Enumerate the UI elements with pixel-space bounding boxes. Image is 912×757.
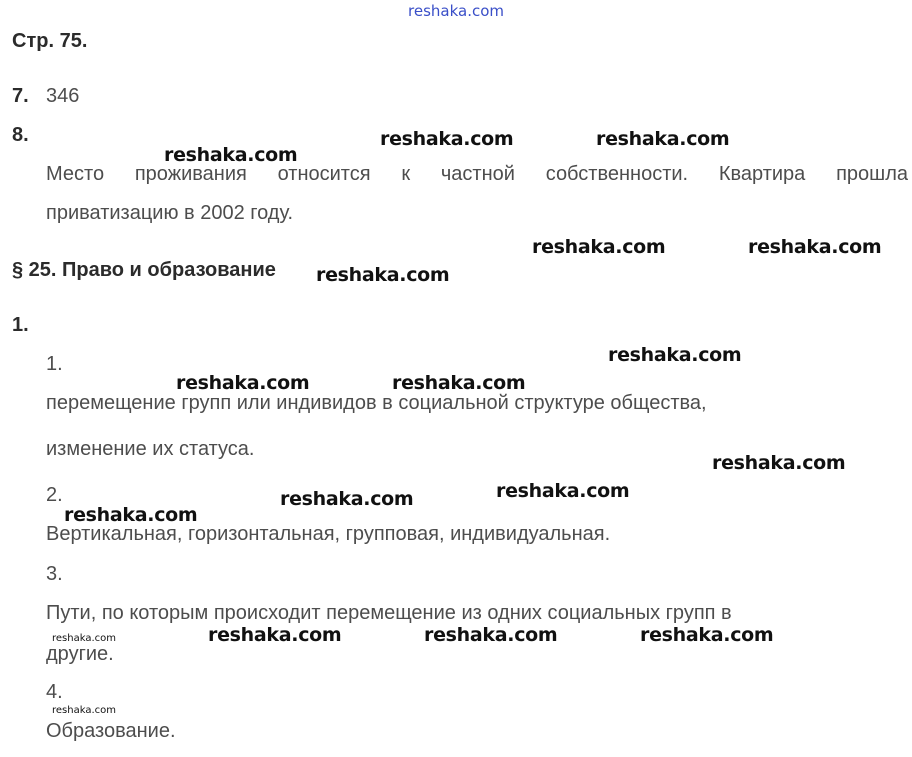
item-number-7: 7.: [12, 85, 29, 107]
watermark: reshaka.com: [640, 624, 774, 646]
subitem-number-1: 1.: [46, 353, 63, 375]
watermark: reshaka.com: [164, 144, 298, 166]
subitem-number-2: 2.: [46, 484, 63, 506]
watermark: reshaka.com: [280, 488, 414, 510]
watermark: reshaka.com: [392, 372, 526, 394]
subitem-3-line2: другие.: [46, 643, 114, 665]
subitem-3-line1: Пути, по которым происходит перемещение из одних социальных групп в: [46, 602, 732, 624]
subitem-number-3: 3.: [46, 563, 63, 585]
watermark-small: reshaka.com: [52, 633, 116, 644]
watermark: reshaka.com: [380, 128, 514, 150]
watermark: reshaka.com: [64, 504, 198, 526]
subitem-4-line1: Образование.: [46, 720, 176, 742]
watermark: reshaka.com: [532, 236, 666, 258]
watermark: reshaka.com: [316, 264, 450, 286]
item-answer-7: 346: [46, 85, 80, 107]
subitem-number-4: 4.: [46, 681, 63, 703]
watermark: reshaka.com: [208, 624, 342, 646]
item-answer-8-line1: Место проживания относится к частной собственности. Квартира прошла: [46, 163, 908, 185]
subitem-2-line1: Вертикальная, горизонтальная, групповая, индивидуальная.: [46, 523, 611, 545]
watermark: reshaka.com: [496, 480, 630, 502]
watermark: reshaka.com: [596, 128, 730, 150]
subitem-1-line2: изменение их статуса.: [46, 438, 255, 460]
watermark-small: reshaka.com: [52, 705, 116, 716]
item-answer-8-line2: приватизацию в 2002 году.: [46, 202, 294, 224]
page-label: Стр. 75.: [12, 30, 88, 52]
subitem-1-line1: перемещение групп или индивидов в социальной структуре общества,: [46, 392, 707, 414]
watermark: reshaka.com: [712, 452, 846, 474]
item-number-8: 8.: [12, 124, 29, 146]
watermark: reshaka.com: [748, 236, 882, 258]
task-number: 1.: [12, 314, 29, 336]
watermark: reshaka.com: [608, 344, 742, 366]
top-watermark: reshaka.com: [408, 2, 504, 20]
section-title: § 25. Право и образование: [12, 259, 276, 281]
watermark: reshaka.com: [424, 624, 558, 646]
watermark: reshaka.com: [176, 372, 310, 394]
